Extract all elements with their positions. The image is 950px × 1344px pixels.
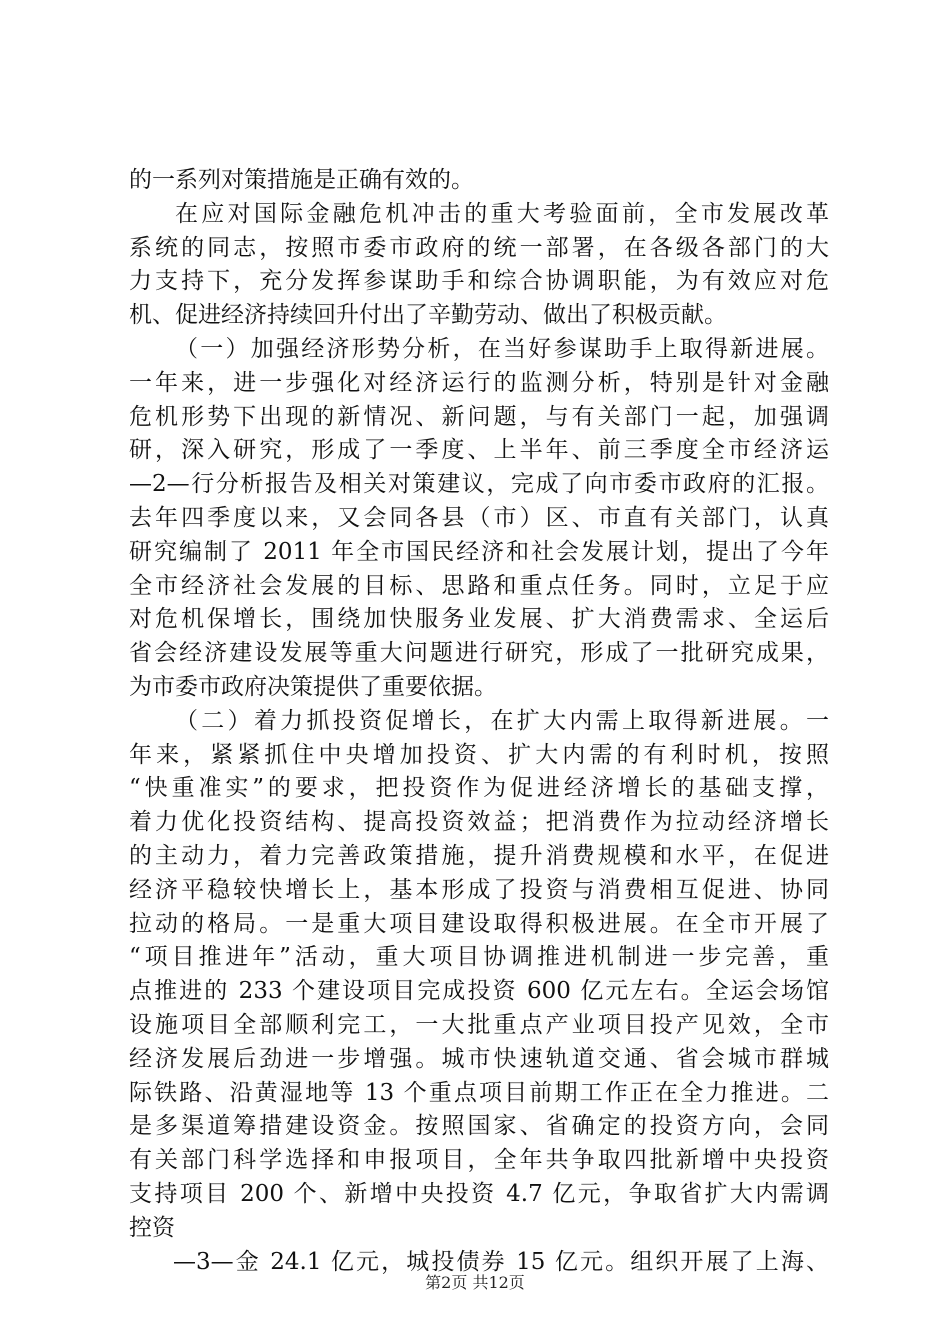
- text-line: 经济平稳较快增长上，基本形成了投资与消费相互促进、协同: [129, 876, 829, 903]
- text-line: 省会经济建设发展等重大问题进行研究，形成了一批研究成果，: [129, 640, 829, 667]
- text-line: 年来，紧紧抓住中央增加投资、扩大内需的有利时机，按照: [129, 741, 829, 768]
- text-line: 支持项目 200 个、新增中央投资 4.7 亿元，争取省扩大内需调: [129, 1180, 829, 1207]
- text-line: 机、促进经济持续回升付出了辛勤劳动、做出了积极贡献。: [129, 302, 727, 329]
- text-line: 一年来，进一步强化对经济运行的监测分析，特别是针对金融: [129, 369, 829, 396]
- text-line: 的一系列对策措施是正确有效的。: [129, 167, 474, 193]
- text-line: 控资: [129, 1214, 175, 1241]
- text-line: “项目推进年”活动，重大项目协调推进机制进一步完善，重: [129, 944, 829, 971]
- page-number: 第2页 共12页: [425, 1273, 525, 1292]
- text-line: 危机形势下出现的新情况、新问题，与有关部门一起，加强调: [129, 403, 829, 430]
- text-line: 的主动力，着力完善政策措施，提升消费规模和水平，在促进: [129, 842, 829, 869]
- text-line: 系统的同志，按照市委市政府的统一部署，在各级各部门的大: [129, 234, 829, 261]
- text-line: 全市经济社会发展的目标、思路和重点任务。同时，立足于应: [129, 572, 829, 599]
- text-line: 经济发展后劲进一步增强。城市快速轨道交通、省会城市群城: [129, 1045, 829, 1072]
- text-line: （一）加强经济形势分析，在当好参谋助手上取得新进展。: [175, 335, 829, 362]
- text-line: 在应对国际金融危机冲击的重大考验面前，全市发展改革: [175, 200, 829, 227]
- text-line: 研，深入研究，形成了一季度、上半年、前三季度全市经济运: [129, 437, 829, 464]
- text-line: —2—行分析报告及相关对策建议，完成了向市委市政府的汇报。: [129, 471, 829, 498]
- document-body: [129, 164, 829, 1279]
- text-line: 际铁路、沿黄湿地等 13 个重点项目前期工作正在全力推进。二: [129, 1079, 829, 1106]
- text-line: 点推进的 233 个建设项目完成投资 600 亿元左右。全运会场馆: [129, 978, 829, 1005]
- text-line: 为市委市政府决策提供了重要依据。: [129, 673, 497, 700]
- text-line: 有关部门科学选择和申报项目，全年共争取四批新增中央投资: [129, 1147, 829, 1174]
- text-line: 对危机保增长，围绕加快服务业发展、扩大消费需求、全运后: [129, 606, 829, 633]
- text-line: 力支持下，充分发挥参谋助手和综合协调职能，为有效应对危: [129, 268, 829, 295]
- text-line: “快重准实”的要求，把投资作为促进经济增长的基础支撑，: [129, 775, 829, 802]
- text-line: 着力优化投资结构、提高投资效益；把消费作为拉动经济增长: [129, 809, 829, 836]
- text-line: （二）着力抓投资促增长，在扩大内需上取得新进展。一: [175, 707, 829, 734]
- text-line: 研究编制了 2011 年全市国民经济和社会发展计划，提出了今年: [129, 538, 829, 565]
- text-line: 设施项目全部顺利完工，一大批重点产业项目投产见效，全市: [129, 1011, 829, 1038]
- text-line: 去年四季度以来，又会同各县（市）区、市直有关部门，认真: [129, 504, 829, 531]
- text-line: —3—金 24.1 亿元，城投债券 15 亿元。组织开展了上海、: [173, 1248, 829, 1275]
- text-line: 拉动的格局。一是重大项目建设取得积极进展。在全市开展了: [129, 910, 829, 937]
- text-line: 是多渠道筹措建设资金。按照国家、省确定的投资方向，会同: [129, 1113, 829, 1140]
- page-footer: [0, 1270, 950, 1293]
